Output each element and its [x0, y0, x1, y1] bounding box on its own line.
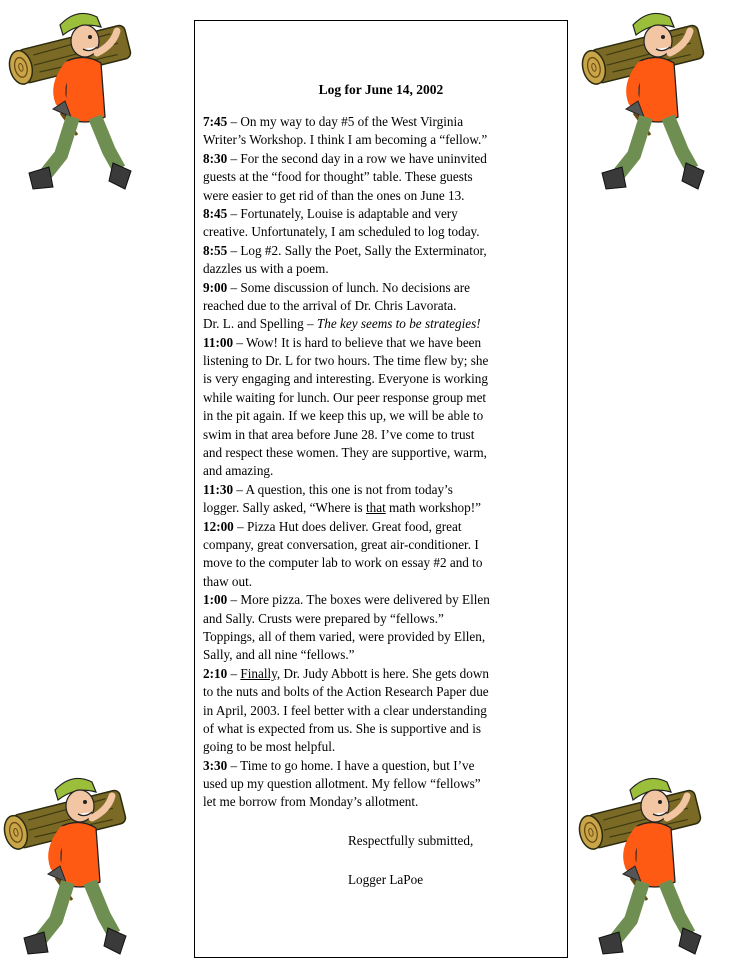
log-line	[203, 352, 555, 370]
log-text: logger. Sally asked, “Where is	[203, 500, 366, 516]
italic-text: The key seems to be strategies!	[316, 316, 481, 332]
log-text: creative. Unfortunately, I am scheduled to log today.	[203, 224, 480, 240]
log-time: 11:30	[203, 481, 234, 497]
log-title: Log for June 14, 2002	[318, 82, 444, 97]
log-text: to the nuts and bolts of the Action Research Paper due	[203, 684, 489, 700]
log-text: reached due to the arrival of Dr. Chris Lavorata.	[203, 297, 457, 313]
log-line	[203, 573, 555, 591]
log-text: and respect these women. They are supportive, warm,	[203, 445, 487, 461]
log-text: math workshop!”	[385, 500, 481, 516]
log-text: of what is expected from us. She is supportive and is	[203, 720, 481, 736]
logger-clipart-top-right	[578, 5, 713, 200]
log-text: while waiting for lunch. Our peer response group met	[203, 389, 487, 405]
log-text: dazzles us with a poem.	[203, 261, 329, 277]
log-text: – A question, this one is not from today’s	[233, 481, 453, 497]
log-text: – On my way to day #5 of the West Virginia	[227, 114, 464, 129]
log-text: company, great conversation, great air-conditioner. I	[203, 536, 479, 552]
log-text: were easier to get rid of than the ones on June 13.	[203, 187, 465, 203]
signature-text: Logger LaPoe	[348, 872, 424, 887]
log-time: 3:30	[203, 757, 228, 773]
log-line	[203, 481, 555, 499]
log-text: in the pit again. If we keep this up, we will be able to	[203, 408, 484, 424]
log-text: – Wow! It is hard to believe that we have been	[233, 334, 482, 350]
underlined-text: that	[365, 500, 386, 516]
log-line	[203, 113, 555, 131]
log-line	[203, 242, 555, 260]
log-line	[203, 720, 555, 738]
log-text: Sally, and all nine “fellows.”	[203, 647, 355, 663]
closing-text: Respectfully submitted,	[348, 833, 474, 848]
log-text: – For the second day in a row we have uninvited	[227, 150, 487, 166]
log-line	[203, 518, 555, 536]
log-text: – Time to go home. I have a question, but I’ve	[227, 757, 475, 773]
log-text: and Sally. Crusts were prepared by “fellows.”	[203, 610, 444, 626]
log-line	[203, 757, 555, 775]
log-line	[203, 499, 555, 517]
log-line	[203, 426, 555, 444]
log-text: and amazing.	[203, 463, 274, 479]
log-line	[203, 665, 555, 683]
log-time: 12:00	[203, 518, 234, 534]
log-line	[203, 702, 555, 720]
log-document	[194, 20, 568, 958]
log-line	[203, 536, 555, 554]
log-line	[203, 738, 555, 756]
log-text: is very engaging and interesting. Everyone is working	[203, 371, 488, 387]
log-line	[203, 683, 555, 701]
log-text: – Some discussion of lunch. No decisions are	[227, 279, 471, 295]
log-text: thaw out.	[203, 573, 253, 589]
log-line	[203, 187, 555, 205]
log-line	[203, 554, 555, 572]
log-text: Toppings, all of them varied, were provided by Ellen,	[203, 628, 486, 644]
log-line	[203, 407, 555, 425]
log-line	[203, 315, 555, 333]
log-text: swim in that area before June 28. I’ve come to trust	[203, 426, 475, 442]
log-line	[203, 131, 555, 149]
log-time: 7:45	[203, 114, 228, 129]
underlined-text: Finally,	[240, 665, 281, 681]
log-line	[203, 205, 555, 223]
log-line	[203, 389, 555, 407]
log-line	[203, 628, 555, 646]
log-text: Writer’s Workshop. I think I am becoming a “fellow.”	[203, 132, 488, 148]
log-text: guests at the “food for thought” table. These guests	[203, 169, 473, 185]
log-time: 8:45	[203, 205, 228, 221]
log-line	[203, 260, 555, 278]
log-time: 11:00	[203, 334, 234, 350]
log-line	[203, 646, 555, 664]
log-time: 8:55	[203, 242, 228, 258]
log-text: Dr. Judy Abbott is here. She gets down	[280, 665, 489, 681]
log-time: 1:00	[203, 592, 228, 608]
log-line	[203, 370, 555, 388]
log-line	[203, 223, 555, 241]
log-line	[203, 334, 555, 352]
log-time: 9:00	[203, 279, 228, 295]
logger-clipart-bottom-right	[575, 770, 710, 965]
log-body	[203, 113, 555, 812]
logger-clipart-top-left	[5, 5, 140, 200]
log-text: listening to Dr. L for two hours. The time flew by; she	[203, 353, 489, 369]
log-text: in April, 2003. I feel better with a clear understanding	[203, 702, 487, 718]
log-text: – More pizza. The boxes were delivered by Ellen	[227, 592, 490, 608]
log-text: Dr. L. and Spelling –	[203, 316, 317, 332]
log-text: – Log #2. Sally the Poet, Sally the Exterminator,	[227, 242, 487, 258]
log-line	[203, 610, 555, 628]
log-line	[203, 793, 555, 811]
log-line	[203, 591, 555, 609]
log-line	[203, 444, 555, 462]
log-time: 2:10	[203, 665, 228, 681]
log-text: –	[227, 665, 241, 681]
log-line	[203, 150, 555, 168]
log-text: let me borrow from Monday’s allotment.	[203, 794, 419, 810]
logger-clipart-bottom-left	[0, 770, 135, 965]
log-text: – Fortunately, Louise is adaptable and very	[227, 205, 458, 221]
log-line	[203, 297, 555, 315]
log-text: going to be most helpful.	[203, 739, 336, 755]
log-line	[203, 279, 555, 297]
log-line	[203, 168, 555, 186]
log-line	[203, 462, 555, 480]
log-line	[203, 775, 555, 793]
log-text: move to the computer lab to work on essay #2 and to	[203, 555, 483, 571]
log-text: used up my question allotment. My fellow “fellows”	[203, 776, 481, 792]
log-time: 8:30	[203, 150, 228, 166]
log-text: – Pizza Hut does deliver. Great food, great	[233, 518, 462, 534]
